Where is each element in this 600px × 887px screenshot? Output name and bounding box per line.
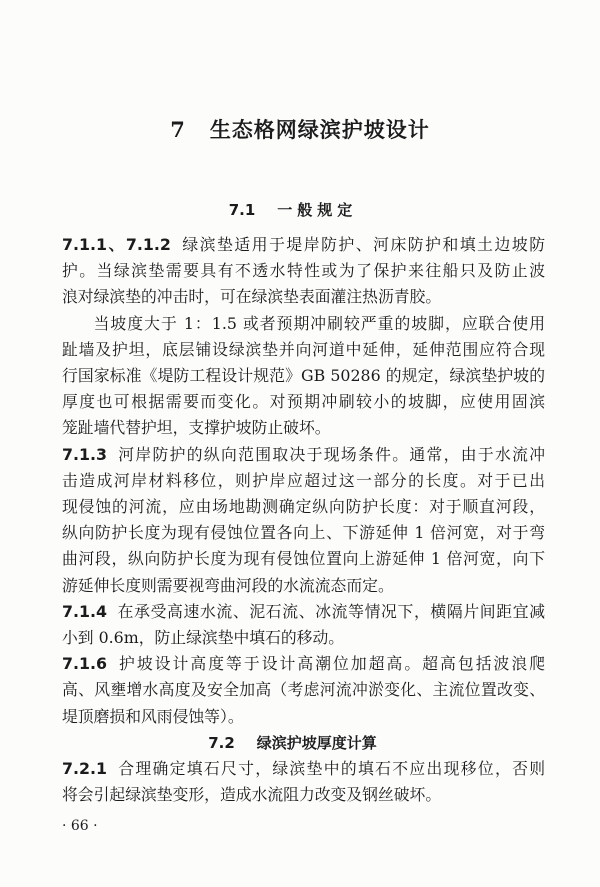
section-number: 7.2 — [208, 733, 235, 752]
clause-7-1-1-continuation — [62, 311, 545, 442]
clause-number: 7.2.1 — [62, 759, 107, 779]
clause-7-1-6 — [62, 651, 545, 730]
text-line: 当坡度大于 1：1.5 或者预期冲刷较严重的坡脚，应联合使用 — [93, 313, 545, 333]
line-text: 绿滨垫适用于堤岸防护、河床防护和填土边坡防 — [180, 235, 545, 254]
text-line — [62, 232, 545, 258]
section-title: 一般规定 — [277, 201, 358, 219]
text-line: 行国家标准《堤防工程设计规范》GB 50286 的规定，绿滨垫护坡的 — [62, 366, 545, 386]
line-text: 在承受高速水流、泥石流、冰流等情况下，横隔片间距宜减 — [116, 601, 545, 621]
text-line: 笼趾墙代替护坦，支撑护坡防止破坏。 — [62, 418, 331, 438]
page-number: · 66 · — [62, 818, 98, 834]
text-line: 护。当绿滨垫需要具有不透水特性或为了保护来往船只及防止波 — [62, 261, 545, 281]
text-line — [62, 599, 545, 625]
chapter-title-text: 生态格网绿滨护坡设计 — [209, 117, 430, 142]
text-line — [62, 442, 545, 468]
text-line: 将会引起绿滨垫变形，造成水流阻力改变及钢丝破坏。 — [62, 785, 442, 805]
text-line: 趾墙及护坦，底层铺设绿滨垫并向河道中延伸，延伸范围应符合现 — [62, 339, 545, 359]
text-line — [62, 756, 545, 782]
text-line: 厚度也可根据需要而变化。对预期冲刷较小的坡脚，应使用固滨 — [62, 392, 545, 412]
text-line: 击造成河岸材料移位，则护岸应超过这一部分的长度。对于已出 — [62, 470, 545, 490]
clause-7-1-1-7-1-2 — [62, 232, 545, 311]
text-line: 堤顶磨损和风雨侵蚀等）。 — [62, 706, 244, 726]
section-title: 绿滨护坡厚度计算 — [256, 733, 377, 752]
clause-number: 7.1.1、7.1.2 — [62, 235, 171, 254]
text-line: 游延伸长度则需要视弯曲河段的水流流态而定。 — [62, 575, 394, 595]
text-line: 浪对绿滨垫的冲击时，可在绿滨垫表面灌注热沥青胶。 — [62, 287, 442, 307]
line-text: 河岸防护的纵向范围取决于现场条件。通常，由于水流冲 — [116, 444, 545, 464]
clause-7-1-3 — [62, 442, 545, 599]
clause-number: 7.1.3 — [62, 444, 107, 464]
chapter-number: 7 — [170, 117, 186, 142]
section-number: 7.1 — [228, 201, 256, 219]
chapter-title — [0, 116, 600, 144]
body-text — [62, 232, 545, 808]
text-line: 纵向防护长度为现有侵蚀位置各向上、下游延伸 1 倍河宽，对于弯 — [62, 523, 545, 543]
text-line — [62, 651, 545, 677]
clause-number: 7.1.6 — [62, 654, 107, 674]
clause-7-2-1 — [62, 756, 545, 808]
text-line: 曲河段，纵向防护长度为现有侵蚀位置向上游延伸 1 倍河宽，向下 — [62, 549, 545, 569]
clause-7-1-4 — [62, 599, 545, 651]
line-text: 护坡设计高度等于设计高潮位加超高。超高包括波浪爬 — [116, 654, 545, 674]
section-heading-7-2 — [62, 730, 545, 756]
text-line: 小到 0.6m，防止绿滨垫中填石的移动。 — [62, 628, 345, 648]
text-line: 高、风壅增水高度及安全加高（考虑河流冲淤变化、主流位置改变、 — [62, 680, 545, 700]
section-heading-7-1 — [0, 199, 600, 221]
line-text: 合理确定填石尺寸，绿滨垫中的填石不应出现移位，否则 — [116, 759, 545, 779]
text-line: 现侵蚀的河流，应由场地勘测确定纵向防护长度：对于顺直河段， — [62, 497, 545, 517]
clause-number: 7.1.4 — [62, 601, 107, 621]
